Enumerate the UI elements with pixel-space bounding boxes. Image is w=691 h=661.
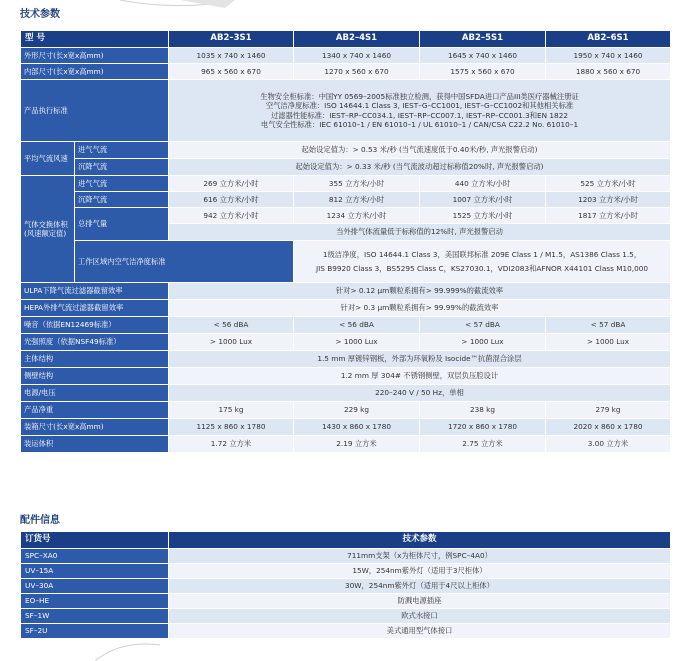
cell-value: < 56 dBA <box>169 317 294 334</box>
model-header-label: 型 号 <box>21 31 169 48</box>
cell-value: 针对> 0.3 μm颗粒系拥有> 99.99%的截流效率 <box>169 300 671 317</box>
accessory-code: SF–2U <box>21 624 169 639</box>
spec-section-title: 技术参数 <box>20 9 60 20</box>
table-row <box>21 317 671 334</box>
cell-value: 1270 x 560 x 670 <box>294 64 420 80</box>
spec-table <box>20 30 671 453</box>
cell-value: 2020 x 860 x 1780 <box>546 419 671 436</box>
table-row <box>21 48 671 64</box>
row-label: 光强照度（依据NSF49标准） <box>21 334 169 351</box>
cell-value: 2.75 立方米 <box>420 436 546 453</box>
row-sub-label: 进气气流 <box>75 176 169 192</box>
cell-value: 965 x 560 x 670 <box>169 64 294 80</box>
accessory-desc: 欧式水接口 <box>169 609 671 624</box>
row-label: 内部尺寸(长x宽x高mm) <box>21 64 169 80</box>
accessory-row <box>21 579 671 594</box>
table-row <box>21 176 671 192</box>
accessory-desc: 30W，254nm紫外灯（适用于4尺以上柜体） <box>169 579 671 594</box>
accessory-code: EO–HE <box>21 594 169 609</box>
cell-value: 175 kg <box>169 402 294 419</box>
model-header-cell: AB2–5S1 <box>420 31 546 48</box>
accessory-row <box>21 564 671 579</box>
accessories-header-row <box>21 532 671 549</box>
cleanliness-line: 1级洁净度，ISO 14644.1 Class 3，美国联邦标准 209E Class 1 / M1.5，AS1386 Class 1.5， <box>322 249 642 259</box>
cell-value: < 56 dBA <box>294 317 420 334</box>
cell-value: 1340 x 740 x 1460 <box>294 48 420 64</box>
table-row <box>21 385 671 402</box>
cell-value: 1430 x 860 x 1780 <box>294 419 420 436</box>
cell-value: 1.5 mm 厚镀锌钢板，外部为环氧粉及 Isocide™抗菌混合涂层 <box>169 351 671 368</box>
cell-value: 1950 x 740 x 1460 <box>546 48 671 64</box>
table-row <box>21 208 671 224</box>
cell-value: 616 立方米/小时 <box>169 192 294 208</box>
table-row <box>21 241 671 283</box>
row-label: 主体结构 <box>21 351 169 368</box>
row-label: 产品净重 <box>21 402 169 419</box>
accessories-table <box>20 531 671 639</box>
row-sub-label: 沉降气流 <box>75 192 169 208</box>
row-sub-label: 总排气量 <box>75 208 169 241</box>
row-label: 工作区域内空气洁净度标准 <box>75 241 294 283</box>
cell-value: > 1000 Lux <box>294 334 420 351</box>
table-row <box>21 64 671 80</box>
standards-cell <box>169 80 671 142</box>
table-row <box>21 351 671 368</box>
cell-value: 525 立方米/小时 <box>546 176 671 192</box>
cell-value: 1817 立方米/小时 <box>546 208 671 224</box>
cell-value: 1125 x 860 x 1780 <box>169 419 294 436</box>
cell-value: 1880 x 560 x 670 <box>546 64 671 80</box>
cell-value: 1203 立方米/小时 <box>546 192 671 208</box>
table-row <box>21 402 671 419</box>
accessory-desc: 15W，254nm紫外灯（适用于3尺柜体） <box>169 564 671 579</box>
cell-value: 942 立方米/小时 <box>169 208 294 224</box>
cleanliness-line: JIS B9920 Class 3，BS5295 Class C，KS27030.1，VDI2083和AFNOR X44101 Class M10,000 <box>315 264 649 273</box>
table-row <box>21 192 671 208</box>
cell-value: 269 立方米/小时 <box>169 176 294 192</box>
table-row <box>21 436 671 453</box>
cell-value: 3.00 立方米 <box>546 436 671 453</box>
accessory-code: SPC–XA0 <box>21 549 169 564</box>
model-header-cell: AB2–6S1 <box>546 31 671 48</box>
accessory-code: UV–30A <box>21 579 169 594</box>
cell-value: 440 立方米/小时 <box>420 176 546 192</box>
table-row <box>21 283 671 300</box>
cleanliness-cell <box>294 241 671 283</box>
standard-line: 过滤器性能标准：IEST–RP–CC034.1, IEST–RP–CC007.1, IEST–RP–CC001.3和EN 1822 <box>270 110 568 120</box>
model-header-cell: AB2–4S1 <box>294 31 420 48</box>
cell-value: 355 立方米/小时 <box>294 176 420 192</box>
accessory-row <box>21 609 671 624</box>
table-row <box>21 80 671 142</box>
accessory-desc: 711mm支架（x为柜体尺寸，例SPC–4A0） <box>169 549 671 564</box>
cell-value: 229 kg <box>294 402 420 419</box>
accessory-desc: 防溅电源插座 <box>169 594 671 609</box>
accessory-row <box>21 594 671 609</box>
model-header-row <box>21 31 671 48</box>
row-label: ULPA下降气流过滤器截留效率 <box>21 283 169 300</box>
cell-value: 238 kg <box>420 402 546 419</box>
row-label: 侧壁结构 <box>21 368 169 385</box>
row-label: 装箱尺寸(长x宽x高mm) <box>21 419 169 436</box>
cell-value: < 57 dBA <box>546 317 671 334</box>
cell-value: 2.19 立方米 <box>294 436 420 453</box>
accessory-row <box>21 624 671 639</box>
row-label: 电源/电压 <box>21 385 169 402</box>
accessory-desc: 美式通用型气体接口 <box>169 624 671 639</box>
table-row <box>21 419 671 436</box>
cell-value: 针对> 0.12 μm颗粒系拥有> 99.999%的截流效率 <box>169 283 671 300</box>
standard-line: 空气洁净度标准：ISO 14644.1 Class 3, IEST–G–CC1001, IEST–G–CC1002和其他相关标准 <box>265 101 574 111</box>
cell-value: 1645 x 740 x 1460 <box>420 48 546 64</box>
cell-value: 1720 x 860 x 1780 <box>420 419 546 436</box>
table-row <box>21 334 671 351</box>
cell-value: 1035 x 740 x 1460 <box>169 48 294 64</box>
cell-value: 1525 立方米/小时 <box>420 208 546 224</box>
cell-value: 当外排气体流量低于标称值的12%时, 声光报警启动 <box>169 224 671 241</box>
accessory-row <box>21 549 671 564</box>
table-row <box>21 300 671 317</box>
order-no-header: 订货号 <box>21 532 169 549</box>
row-sub-label: 进气气流 <box>75 142 169 159</box>
cell-value: 起始设定值为：> 0.53 米/秒 (当气流速度低于0.40米/秒, 声光报警启动) <box>169 142 671 159</box>
cell-value: 1.2 mm 厚 304# 不锈钢侧壁，双层负压腔设计 <box>169 368 671 385</box>
table-row <box>21 159 671 176</box>
cell-value: 220–240 V / 50 Hz，单相 <box>169 385 671 402</box>
row-group-label: 平均气流风速 <box>21 142 75 176</box>
cell-value: 1007 立方米/小时 <box>420 192 546 208</box>
cell-value: 812 立方米/小时 <box>294 192 420 208</box>
cell-value: 1.72 立方米 <box>169 436 294 453</box>
row-label: 产品执行标准 <box>21 80 169 142</box>
row-label: 装运体积 <box>21 436 169 453</box>
row-label: HEPA外排气流过滤器截留效率 <box>21 300 169 317</box>
row-label: 外形尺寸(长x宽x高mm) <box>21 48 169 64</box>
row-group-label: 气体交换体积(风速额定值) <box>21 176 75 283</box>
cell-value: 起始设定值为：> 0.33 米/秒 (当气流波动超过标称值20%时, 声光报警启动) <box>169 159 671 176</box>
table-row <box>21 368 671 385</box>
accessories-section-title: 配件信息 <box>20 515 60 526</box>
accessory-code: SF–1W <box>21 609 169 624</box>
cell-value: 1575 x 560 x 670 <box>420 64 546 80</box>
cell-value: > 1000 Lux <box>546 334 671 351</box>
cell-value: > 1000 Lux <box>169 334 294 351</box>
spec-header: 技术参数 <box>169 532 671 549</box>
row-sub-label: 沉降气流 <box>75 159 169 176</box>
cell-value: > 1000 Lux <box>420 334 546 351</box>
standard-line: 电气安全性标准：IEC 61010–1 / EN 61010–1 / UL 61010–1 / CAN/CSA C22.2 No. 61010–1 <box>260 119 579 129</box>
cell-value: 1234 立方米/小时 <box>294 208 420 224</box>
table-row <box>21 142 671 159</box>
row-label: 噪音（依据EN12469标准） <box>21 317 169 334</box>
standard-line: 生物安全柜标准：中国YY 0569–2005标准独立检测，获得中国SFDA进口产品III类医疗器械注册证 <box>260 91 579 101</box>
cell-value: 279 kg <box>546 402 671 419</box>
model-header-cell: AB2–3S1 <box>169 31 294 48</box>
accessory-code: UV–15A <box>21 564 169 579</box>
cell-value: < 57 dBA <box>420 317 546 334</box>
